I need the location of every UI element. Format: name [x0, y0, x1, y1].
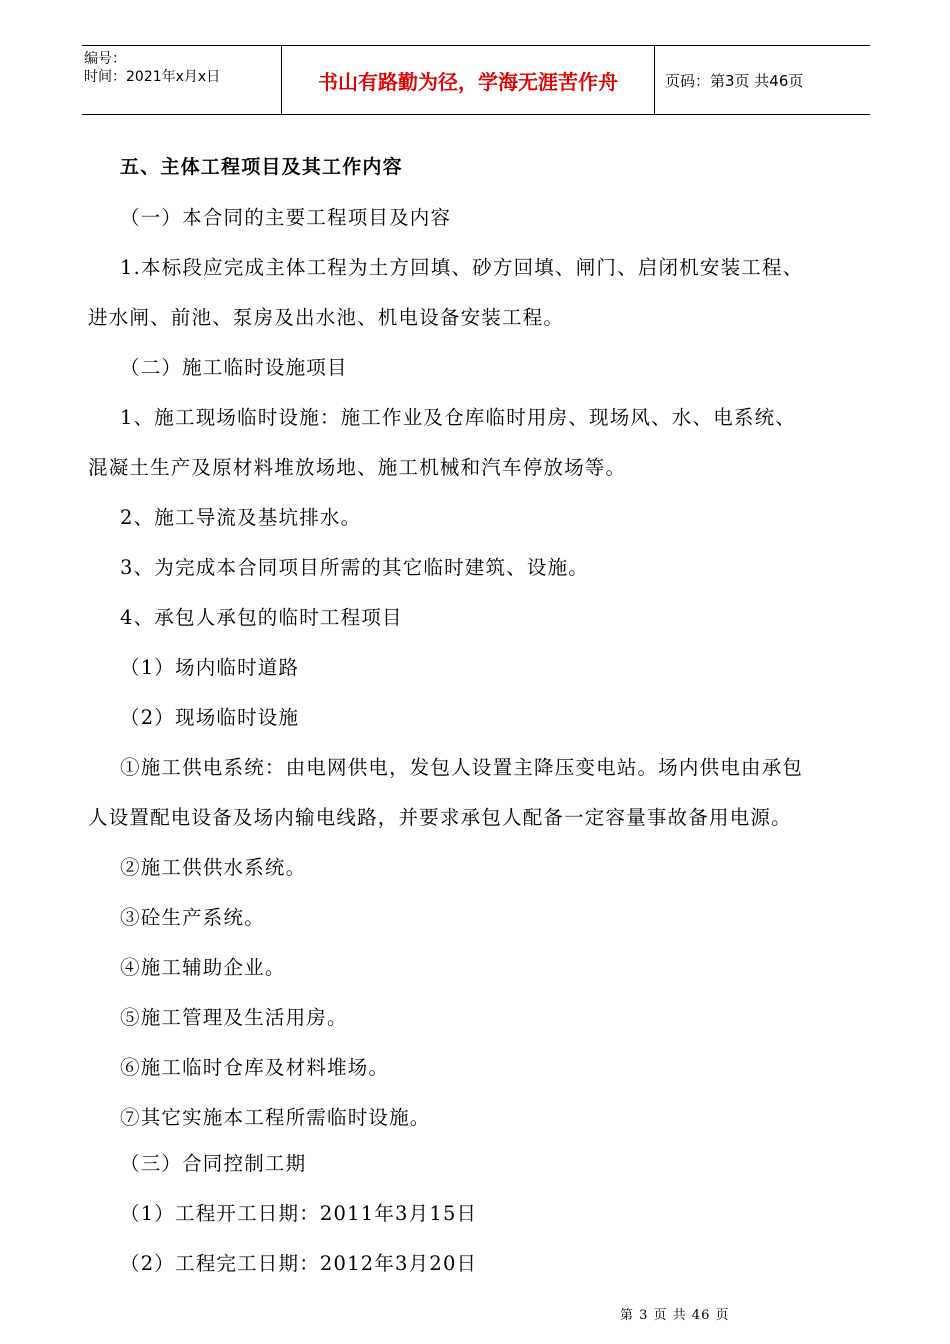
list-item: （1）场内临时道路 — [120, 656, 300, 679]
list-item: （2）工程完工日期：2012年3月20日 — [120, 1252, 478, 1275]
paragraph-line: 1.本标段应完成主体工程为土方回填、砂方回填、闸门、启闭机安装工程、 — [120, 256, 804, 279]
list-item: ⑤施工管理及生活用房。 — [120, 1006, 348, 1029]
list-item: ⑥施工临时仓库及材料堆场。 — [120, 1056, 390, 1079]
paragraph-line: 3、为完成本合同项目所需的其它临时建筑、设施。 — [120, 556, 590, 579]
subsection-heading: （二）施工临时设施项目 — [120, 356, 348, 379]
list-item: （1）工程开工日期：2011年3月15日 — [120, 1202, 478, 1225]
subsection-heading: （一）本合同的主要工程项目及内容 — [120, 206, 452, 229]
section-heading: 五、主体工程项目及其工作内容 — [120, 156, 403, 178]
subsection-heading: （三）合同控制工期 — [120, 1152, 307, 1175]
list-item: ①施工供电系统：由电网供电，发包人设置主降压变电站。场内供电由承包 — [120, 756, 804, 779]
list-item: （2）现场临时设施 — [120, 706, 300, 729]
list-item: ③砼生产系统。 — [120, 906, 265, 929]
paragraph-line: 进水闸、前池、泵房及出水池、机电设备安装工程。 — [88, 306, 565, 329]
document-date: 时间：2021年x月x日 — [84, 69, 221, 85]
page-header — [82, 45, 870, 115]
list-item: ②施工供供水系统。 — [120, 856, 307, 879]
list-item: ⑦其它实施本工程所需临时设施。 — [120, 1106, 431, 1129]
document-number-label: 编号： — [84, 51, 126, 67]
paragraph-line: 人设置配电设备及场内输电线路，并要求承包人配备一定容量事故备用电源。 — [88, 806, 792, 829]
header-motto: 书山有路勤为径，学海无涯苦作舟 — [282, 46, 655, 114]
paragraph-line: 2、施工导流及基坑排水。 — [120, 506, 362, 529]
paragraph-line: 4、承包人承包的临时工程项目 — [120, 606, 403, 629]
paragraph-line: 1、施工现场临时设施：施工作业及仓库临时用房、现场风、水、电系统、 — [120, 406, 797, 429]
header-info — [82, 46, 282, 114]
page-footer: 第 3 页 共 46 页 — [620, 1308, 730, 1323]
list-item: ④施工辅助企业。 — [120, 956, 286, 979]
header-page-number: 页码：第3页 共46页 — [665, 71, 804, 90]
paragraph-line: 混凝土生产及原材料堆放场地、施工机械和汽车停放场等。 — [88, 456, 627, 479]
